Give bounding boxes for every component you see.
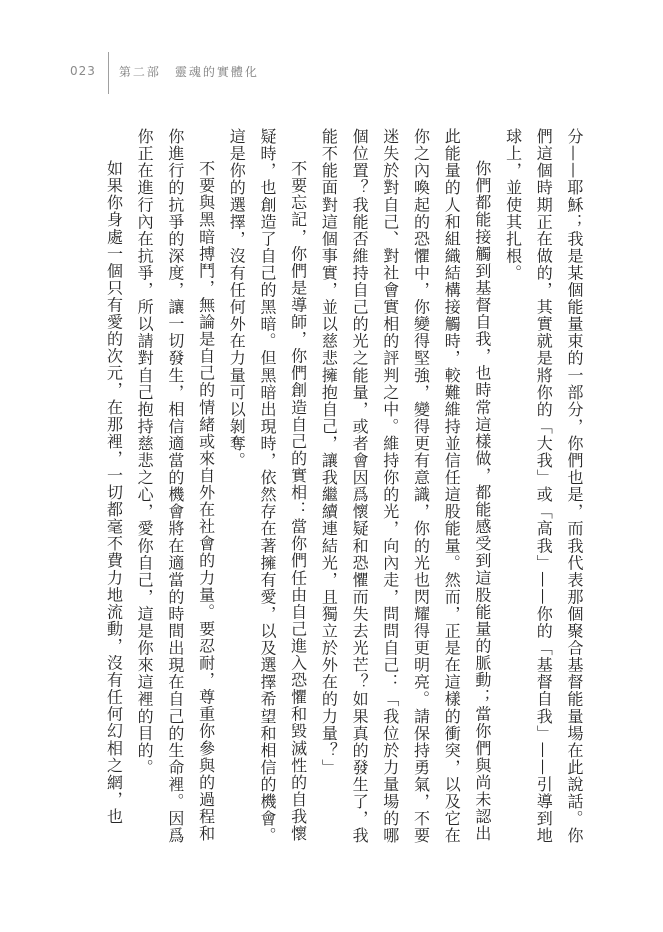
paragraph-continuation: 分——耶穌；我是某個能量束的一部分，你們也是，而我代表那個聚合基督能量場在此說話。你們這個時期正在做的，其實就是將你的「大我」或「高我」——你的「基督自我」——引導到地球上，並使其扎根。 [503,128,584,845]
header-divider [108,52,109,94]
paragraph: 你們都能接觸到基督自我，也時常這樣做，都能感受到這股能量的脈動；當你們與尚未認出此能量的人和組織結構接觸時，較難維持並信任這股能量。然而，正是在這樣的衝突，以及它在你之內喚起的恐懼中，你變得堅強，變得更有意識，你的光也閃耀得更明亮。請保持勇氣，不要迷失於對自己、對社會實相的評判之中。維持你的光，向內走，問問自己：「我位於力量場的哪個位置？我能否維持自己的光之能量，或者會因爲懷疑和恐懼而失去光芒？如果真的發生了，我能不能面對這個事實，並以慈悲擁抱自己，讓我繼續連結光，且獨立於外在的力量？」 [319,128,492,845]
paragraph: 如果你身處一個只有愛的次元，在那裡，一切都毫不費力地流動，沒有任何幻相之網，也 [104,160,124,825]
page-number: 023 [70,64,96,78]
running-header [70,58,259,84]
body-text [98,128,589,850]
paragraph: 不要與黑暗搏鬥，無論是自己的情緒或來自外在社會的力量。要忍耐，尊重你參與的過程和你進行的抗爭的深度，讓一切發生，相信適當的機會將在適當的時間出現在自己的生命裡。因爲你正在進行內在抗爭，所以請對自己抱持慈悲之心，愛你自己，這是你來這裡的目的。 [135,128,216,845]
paragraph: 不要忘記，你們是導師，你們創造自己的實相：當你們任由自己進入恐懼和毀滅性的自我懷疑時，也創造了自己的黑暗。但黑暗出現時，依然存在著擁有愛，以及選擇希望和相信的機會。這是你的選擇，沒有任何外在力量可以剝奪。 [227,128,308,845]
section-title: 第二部 靈魂的實體化 [118,64,259,79]
